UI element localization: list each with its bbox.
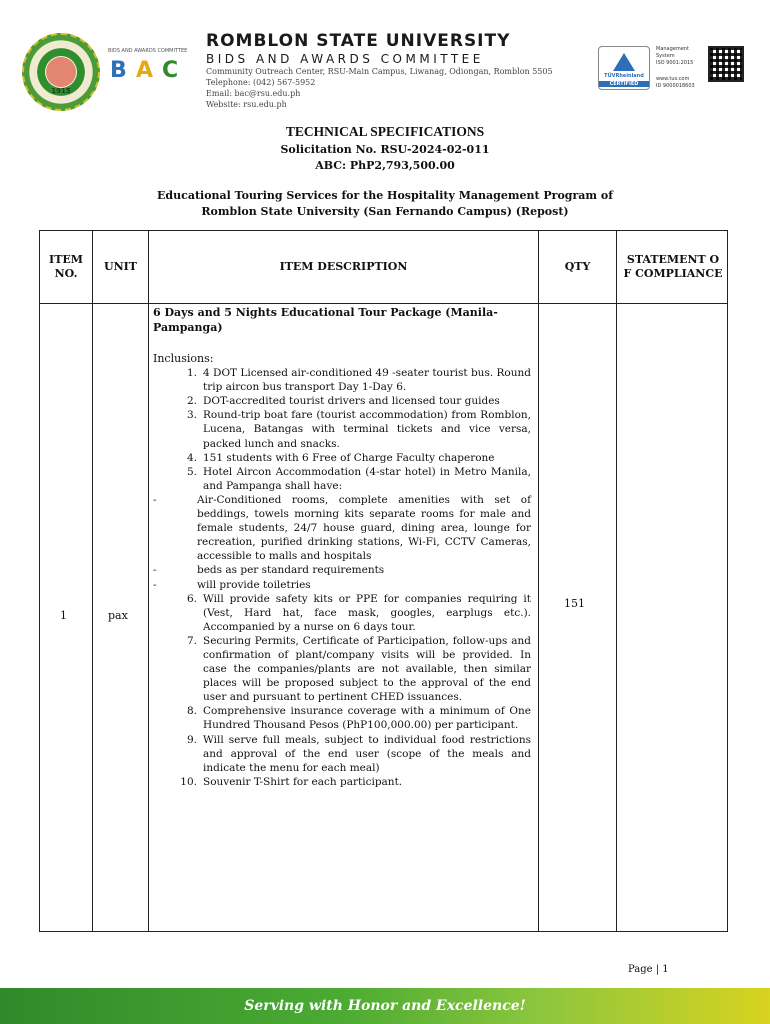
column-divider	[92, 231, 93, 931]
inclusions-label: Inclusions:	[153, 352, 214, 365]
page-number: Page | 1	[628, 964, 669, 975]
header-unit-label: UNIT	[104, 260, 137, 273]
bac-letter-b: B	[110, 58, 127, 83]
header-qty	[539, 231, 616, 303]
inclusion-item	[153, 465, 531, 493]
package-title: 6 Days and 5 Nights Educational Tour Package (Manila-Pampanga)	[153, 306, 498, 334]
column-divider	[616, 231, 617, 931]
address-line: Community Outreach Center, RSU-Main Campus, Liwanag, Odiongan, Romblon 5505	[206, 67, 553, 76]
inclusion-item	[153, 775, 531, 789]
inclusion-item	[153, 408, 531, 450]
header-item-no	[40, 231, 92, 303]
inclusion-text: Will provide safety kits or PPE for companies requiring it (Vest, Hard hat, face mask, googles, earplugs etc.). Accompanied by a nurse on 6 days tour.	[203, 592, 531, 633]
header-qty-label: QTY	[564, 260, 591, 273]
inclusions-list	[153, 366, 531, 789]
project-title-line2: Romblon State University (San Fernando Campus) (Repost)	[201, 205, 569, 218]
inclusion-text: 151 students with 6 Free of Charge Faculty chaperone	[203, 451, 495, 464]
inclusion-marker: 7.	[186, 634, 197, 647]
university-seal-icon	[22, 33, 100, 111]
seal-year: 1915	[51, 87, 71, 95]
cert-management: Management	[656, 46, 689, 52]
inclusion-item	[153, 634, 531, 704]
header-divider	[40, 303, 727, 304]
bac-logo-icon	[108, 48, 194, 86]
cert-id: ID 9000018603	[656, 83, 695, 89]
inclusion-text: will provide toiletries	[197, 578, 311, 591]
solicitation-number: Solicitation No. RSU-2024-02-011	[280, 143, 490, 156]
inclusion-marker: -	[153, 493, 157, 506]
inclusion-text: Air-Conditioned rooms, complete amenities with set of beddings, towels morning kits separate rooms for male and female students, 24/7 house guard, dining area, lounge for recreation, purified drinking stations, Wi-Fi, CCTV Cameras, accessible to malls and hospitals	[197, 493, 531, 563]
inclusion-text: Souvenir T-Shirt for each participant.	[203, 775, 403, 788]
letterhead	[0, 0, 770, 110]
inclusion-item	[153, 733, 531, 775]
email-line: Email: bac@rsu.edu.ph	[206, 89, 301, 98]
inclusion-marker: -	[153, 578, 157, 591]
inclusion-marker: 5.	[186, 465, 197, 478]
inclusion-item	[153, 592, 531, 634]
inclusion-item	[153, 578, 531, 592]
inclusion-item	[153, 704, 531, 732]
tuv-certified: CERTIFIED	[599, 81, 649, 87]
cert-iso: ISO 9001:2015	[656, 60, 694, 66]
inclusion-text: Hotel Aircon Accommodation (4-star hotel) in Metro Manila, and Pampanga shall have:	[203, 465, 531, 492]
bac-letter-c: C	[162, 58, 179, 83]
header-unit	[93, 231, 148, 303]
inclusion-item	[153, 394, 531, 408]
inclusion-marker: 10.	[180, 775, 197, 788]
website-line: Website: rsu.edu.ph	[206, 100, 287, 109]
inclusion-item	[153, 493, 531, 563]
inclusion-item	[153, 451, 531, 465]
seal-emblem	[46, 57, 76, 87]
item-description	[153, 305, 531, 789]
cert-site: www.tuv.com	[656, 76, 690, 82]
row-qty: 151	[564, 597, 585, 610]
project-title-line1: Educational Touring Services for the Hospitality Management Program of	[157, 189, 613, 202]
inclusion-item	[153, 366, 531, 394]
inclusion-marker: 1.	[186, 367, 197, 380]
inclusion-marker: 2.	[186, 395, 197, 408]
tuv-triangle-icon	[613, 53, 635, 71]
abc-amount: ABC: PhP2,793,500.00	[315, 159, 455, 172]
tuv-certification-badge-icon	[598, 46, 650, 90]
column-divider	[148, 231, 149, 931]
footer-slogan: Serving with Honor and Excellence!	[244, 998, 526, 1014]
header-compliance-label: STATEMENT OF COMPLIANCE	[623, 253, 723, 280]
inclusion-text: DOT-accredited tourist drivers and licensed tour guides	[203, 395, 500, 408]
row-item-no: 1	[60, 609, 67, 622]
inclusion-text: Will serve full meals, subject to individual food restrictions and approval of the end user (scope of the meals and indicate the menu for each meal)	[203, 733, 531, 774]
inclusion-text: beds as per standard requirements	[197, 564, 385, 577]
inclusion-marker: -	[153, 564, 157, 577]
header-item-no-label: ITEM NO.	[49, 253, 83, 280]
bac-letter-a: A	[136, 58, 154, 83]
inclusion-marker: 6.	[186, 592, 197, 605]
inclusion-text: Securing Permits, Certificate of Participation, follow-ups and confirmation of plant/company visits will be provided. In case the companies/plants are not available, then similar places will be proposed subject to the approval of the end user and pursuant to pertinent CHED issuances.	[203, 634, 531, 704]
qr-code-icon	[708, 46, 744, 82]
inclusion-marker: 4.	[186, 451, 197, 464]
specifications-table	[39, 230, 728, 932]
header-compliance	[617, 231, 729, 303]
header-description-label: ITEM DESCRIPTION	[279, 260, 408, 273]
header-item-description	[149, 231, 538, 303]
tuv-brand: TÜVRheinland	[604, 73, 644, 79]
inclusion-text: Round-trip boat fare (tourist accommodation) from Romblon, Lucena, Batangas with terminal tickets and vice versa, packed lunch and snacks.	[203, 409, 531, 450]
inclusion-marker: 3.	[186, 409, 197, 422]
document-title: TECHNICAL SPECIFICATIONS	[285, 124, 485, 139]
row-unit: pax	[108, 609, 128, 622]
university-name: ROMBLON STATE UNIVERSITY	[206, 31, 511, 51]
column-divider	[538, 231, 539, 931]
inclusion-item	[153, 563, 531, 577]
bac-tagline: BIDS AND AWARDS COMMITTEE	[108, 48, 188, 54]
inclusion-marker: 8.	[186, 705, 197, 718]
inclusion-text: 4 DOT Licensed air-conditioned 49 -seater tourist bus. Round trip aircon bus transport Day 1-Day 6.	[203, 367, 531, 394]
inclusion-text: Comprehensive insurance coverage with a minimum of One Hundred Thousand Pesos (PhP100,000.00) per participant.	[203, 705, 531, 732]
telephone-line: Telephone: (042) 567-5952	[206, 78, 316, 87]
cert-system: System	[656, 53, 675, 59]
committee-name: BIDS AND AWARDS COMMITTEE	[206, 52, 484, 66]
inclusion-marker: 9.	[186, 733, 197, 746]
